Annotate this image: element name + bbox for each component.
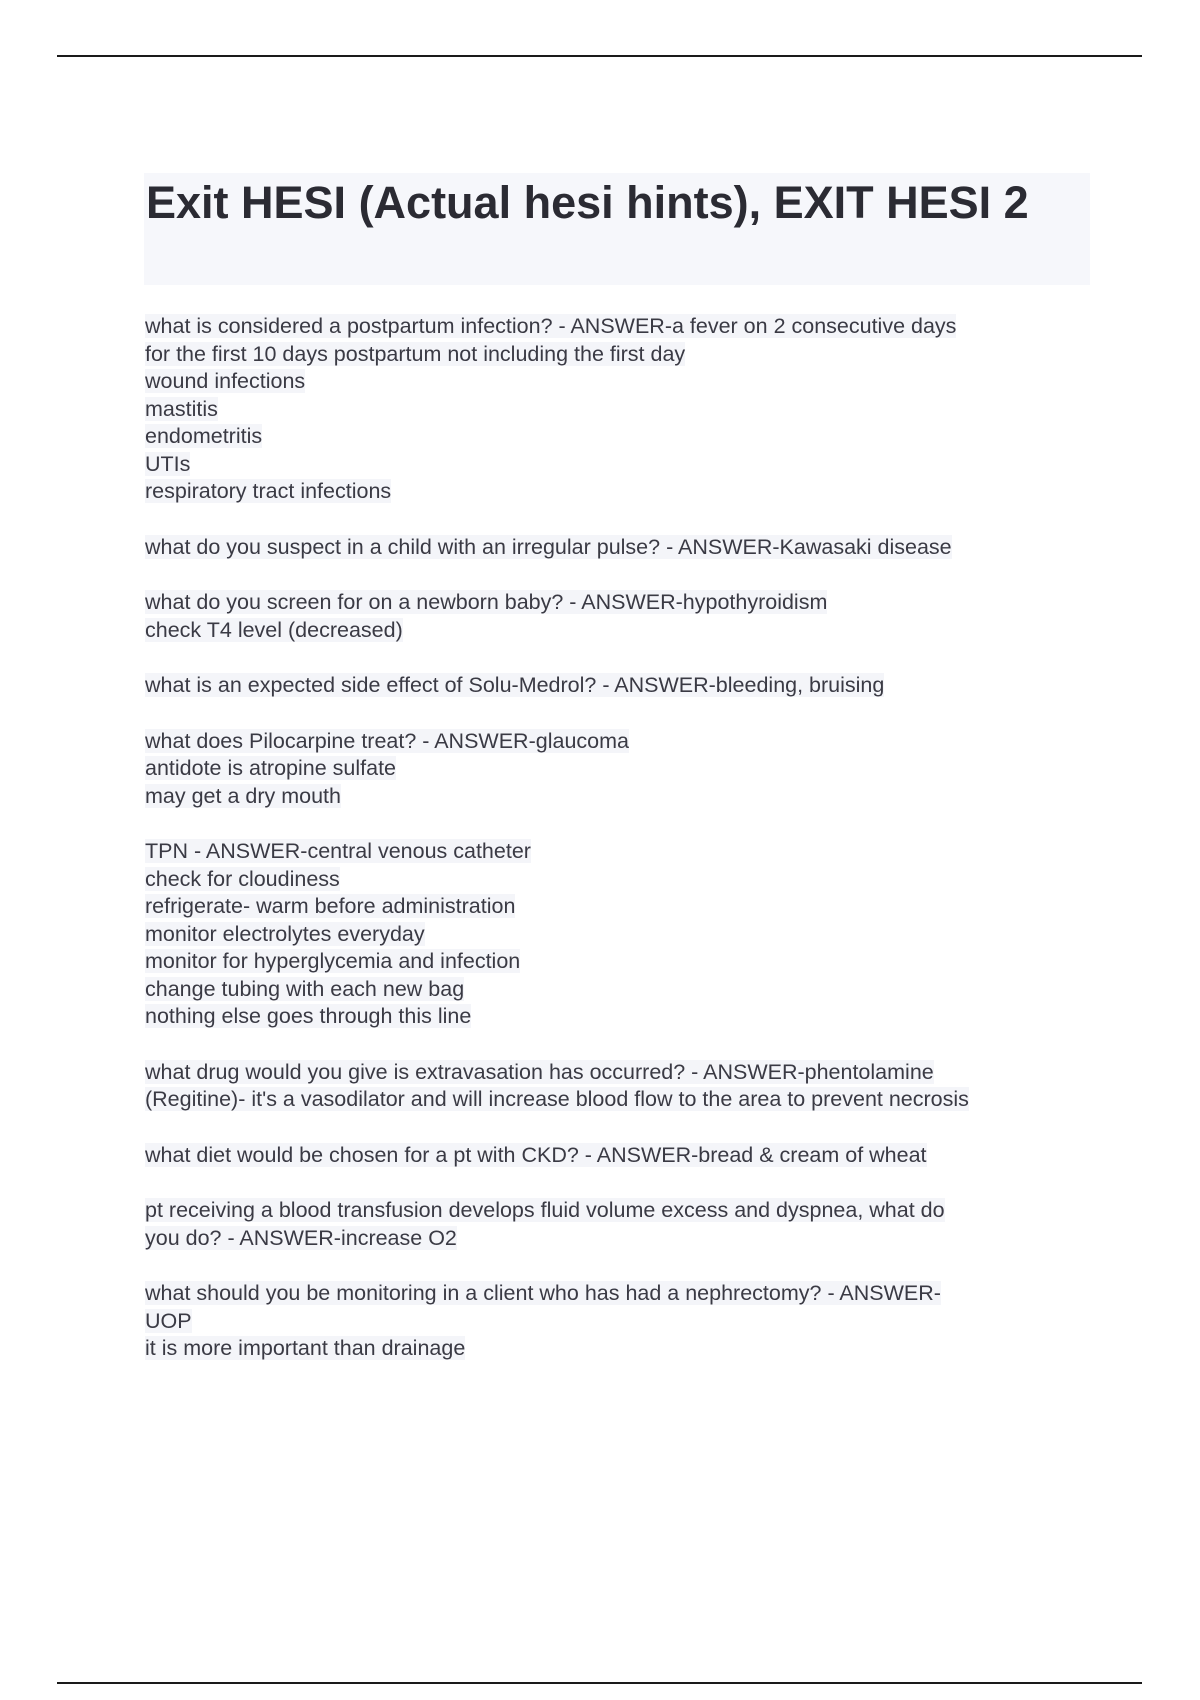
qa-line-text: monitor for hyperglycemia and infection <box>145 949 521 973</box>
qa-line-text: endometritis <box>145 424 263 448</box>
qa-line-text: what diet would be chosen for a pt with CKD? - ANSWER-bread & cream of wheat <box>145 1142 927 1167</box>
qa-entry <box>145 1280 1090 1363</box>
qa-entry <box>145 728 1090 811</box>
qa-line-text: it is more important than drainage <box>145 1336 466 1360</box>
qa-question-line <box>145 1142 1090 1170</box>
qa-line-text: UTIs <box>145 451 191 476</box>
qa-line-text: you do? - ANSWER-increase O2 <box>145 1225 457 1250</box>
qa-line-text: what should you be monitoring in a client who has had a nephrectomy? - ANSWER- <box>145 1281 941 1305</box>
qa-line-text: change tubing with each new bag <box>145 976 465 1001</box>
qa-line-text: check T4 level (decreased) <box>145 617 403 642</box>
qa-line-text: mastitis <box>145 396 218 421</box>
qa-entry <box>145 534 1090 562</box>
qa-line-text: what is considered a postpartum infection? - ANSWER-a fever on 2 consecutive days <box>145 314 957 338</box>
qa-entry <box>145 1059 1090 1114</box>
qa-entry <box>145 1197 1090 1252</box>
bottom-rule <box>57 1682 1142 1684</box>
qa-line-text: pt receiving a blood transfusion develops fluid volume excess and dyspnea, what do <box>145 1198 945 1222</box>
qa-question-line <box>145 1197 1090 1225</box>
qa-line-text: TPN - ANSWER-central venous catheter <box>145 839 531 863</box>
qa-answer-line <box>145 478 1090 506</box>
qa-question-line <box>145 1059 1090 1087</box>
qa-entry <box>145 313 1090 506</box>
qa-answer-line <box>145 893 1090 921</box>
qa-question-line <box>145 838 1090 866</box>
qa-answer-line <box>145 1003 1090 1031</box>
qa-line-text: monitor electrolytes everyday <box>145 921 425 946</box>
top-rule <box>57 55 1142 57</box>
qa-line-text: what do you screen for on a newborn baby? - ANSWER-hypothyroidism <box>145 590 828 614</box>
qa-line-text: (Regitine)- it's a vasodilator and will increase blood flow to the area to prevent necrosis <box>145 1087 969 1111</box>
qa-line-text: what does Pilocarpine treat? - ANSWER-glaucoma <box>145 728 629 753</box>
qa-answer-line <box>145 1335 1090 1363</box>
qa-question-line <box>145 589 1090 617</box>
qa-line-text: check for cloudiness <box>145 866 340 891</box>
qa-answer-line <box>145 866 1090 894</box>
qa-line-text: for the first 10 days postpartum not including the first day <box>145 341 686 366</box>
qa-answer-line <box>145 976 1090 1004</box>
qa-line-text: what do you suspect in a child with an irregular pulse? - ANSWER-Kawasaki disease <box>145 534 952 559</box>
qa-answer-line <box>145 451 1090 479</box>
qa-line-text: UOP <box>145 1308 192 1333</box>
qa-answer-line <box>145 783 1090 811</box>
qa-line-text: nothing else goes through this line <box>145 1004 472 1028</box>
qa-line-text: what is an expected side effect of Solu-Medrol? - ANSWER-bleeding, bruising <box>145 673 885 697</box>
qa-question-line <box>145 728 1090 756</box>
qa-answer-line <box>145 341 1090 369</box>
document-title: Exit HESI (Actual hesi hints), EXIT HESI 2 <box>146 177 1029 228</box>
qa-answer-line <box>145 396 1090 424</box>
qa-line-text: what drug would you give is extravasation has occurred? - ANSWER-phentolamine <box>145 1059 934 1084</box>
qa-entry <box>145 589 1090 644</box>
qa-line-text: antidote is atropine sulfate <box>145 756 396 780</box>
qa-question-line <box>145 313 1090 341</box>
qa-question-line <box>145 672 1090 700</box>
qa-answer-line <box>145 423 1090 451</box>
qa-answer-line <box>145 1225 1090 1253</box>
qa-entry <box>145 838 1090 1031</box>
qa-answer-line <box>145 1308 1090 1336</box>
qa-list <box>145 313 1090 1391</box>
qa-line-text: refrigerate- warm before administration <box>145 894 516 918</box>
qa-entry <box>145 672 1090 700</box>
qa-answer-line <box>145 948 1090 976</box>
qa-answer-line <box>145 368 1090 396</box>
qa-line-text: wound infections <box>145 369 306 393</box>
qa-answer-line <box>145 1086 1090 1114</box>
qa-answer-line <box>145 921 1090 949</box>
qa-answer-line <box>145 755 1090 783</box>
qa-line-text: respiratory tract infections <box>145 479 392 503</box>
qa-answer-line <box>145 617 1090 645</box>
qa-entry <box>145 1142 1090 1170</box>
qa-question-line <box>145 534 1090 562</box>
qa-line-text: may get a dry mouth <box>145 783 341 808</box>
qa-question-line <box>145 1280 1090 1308</box>
